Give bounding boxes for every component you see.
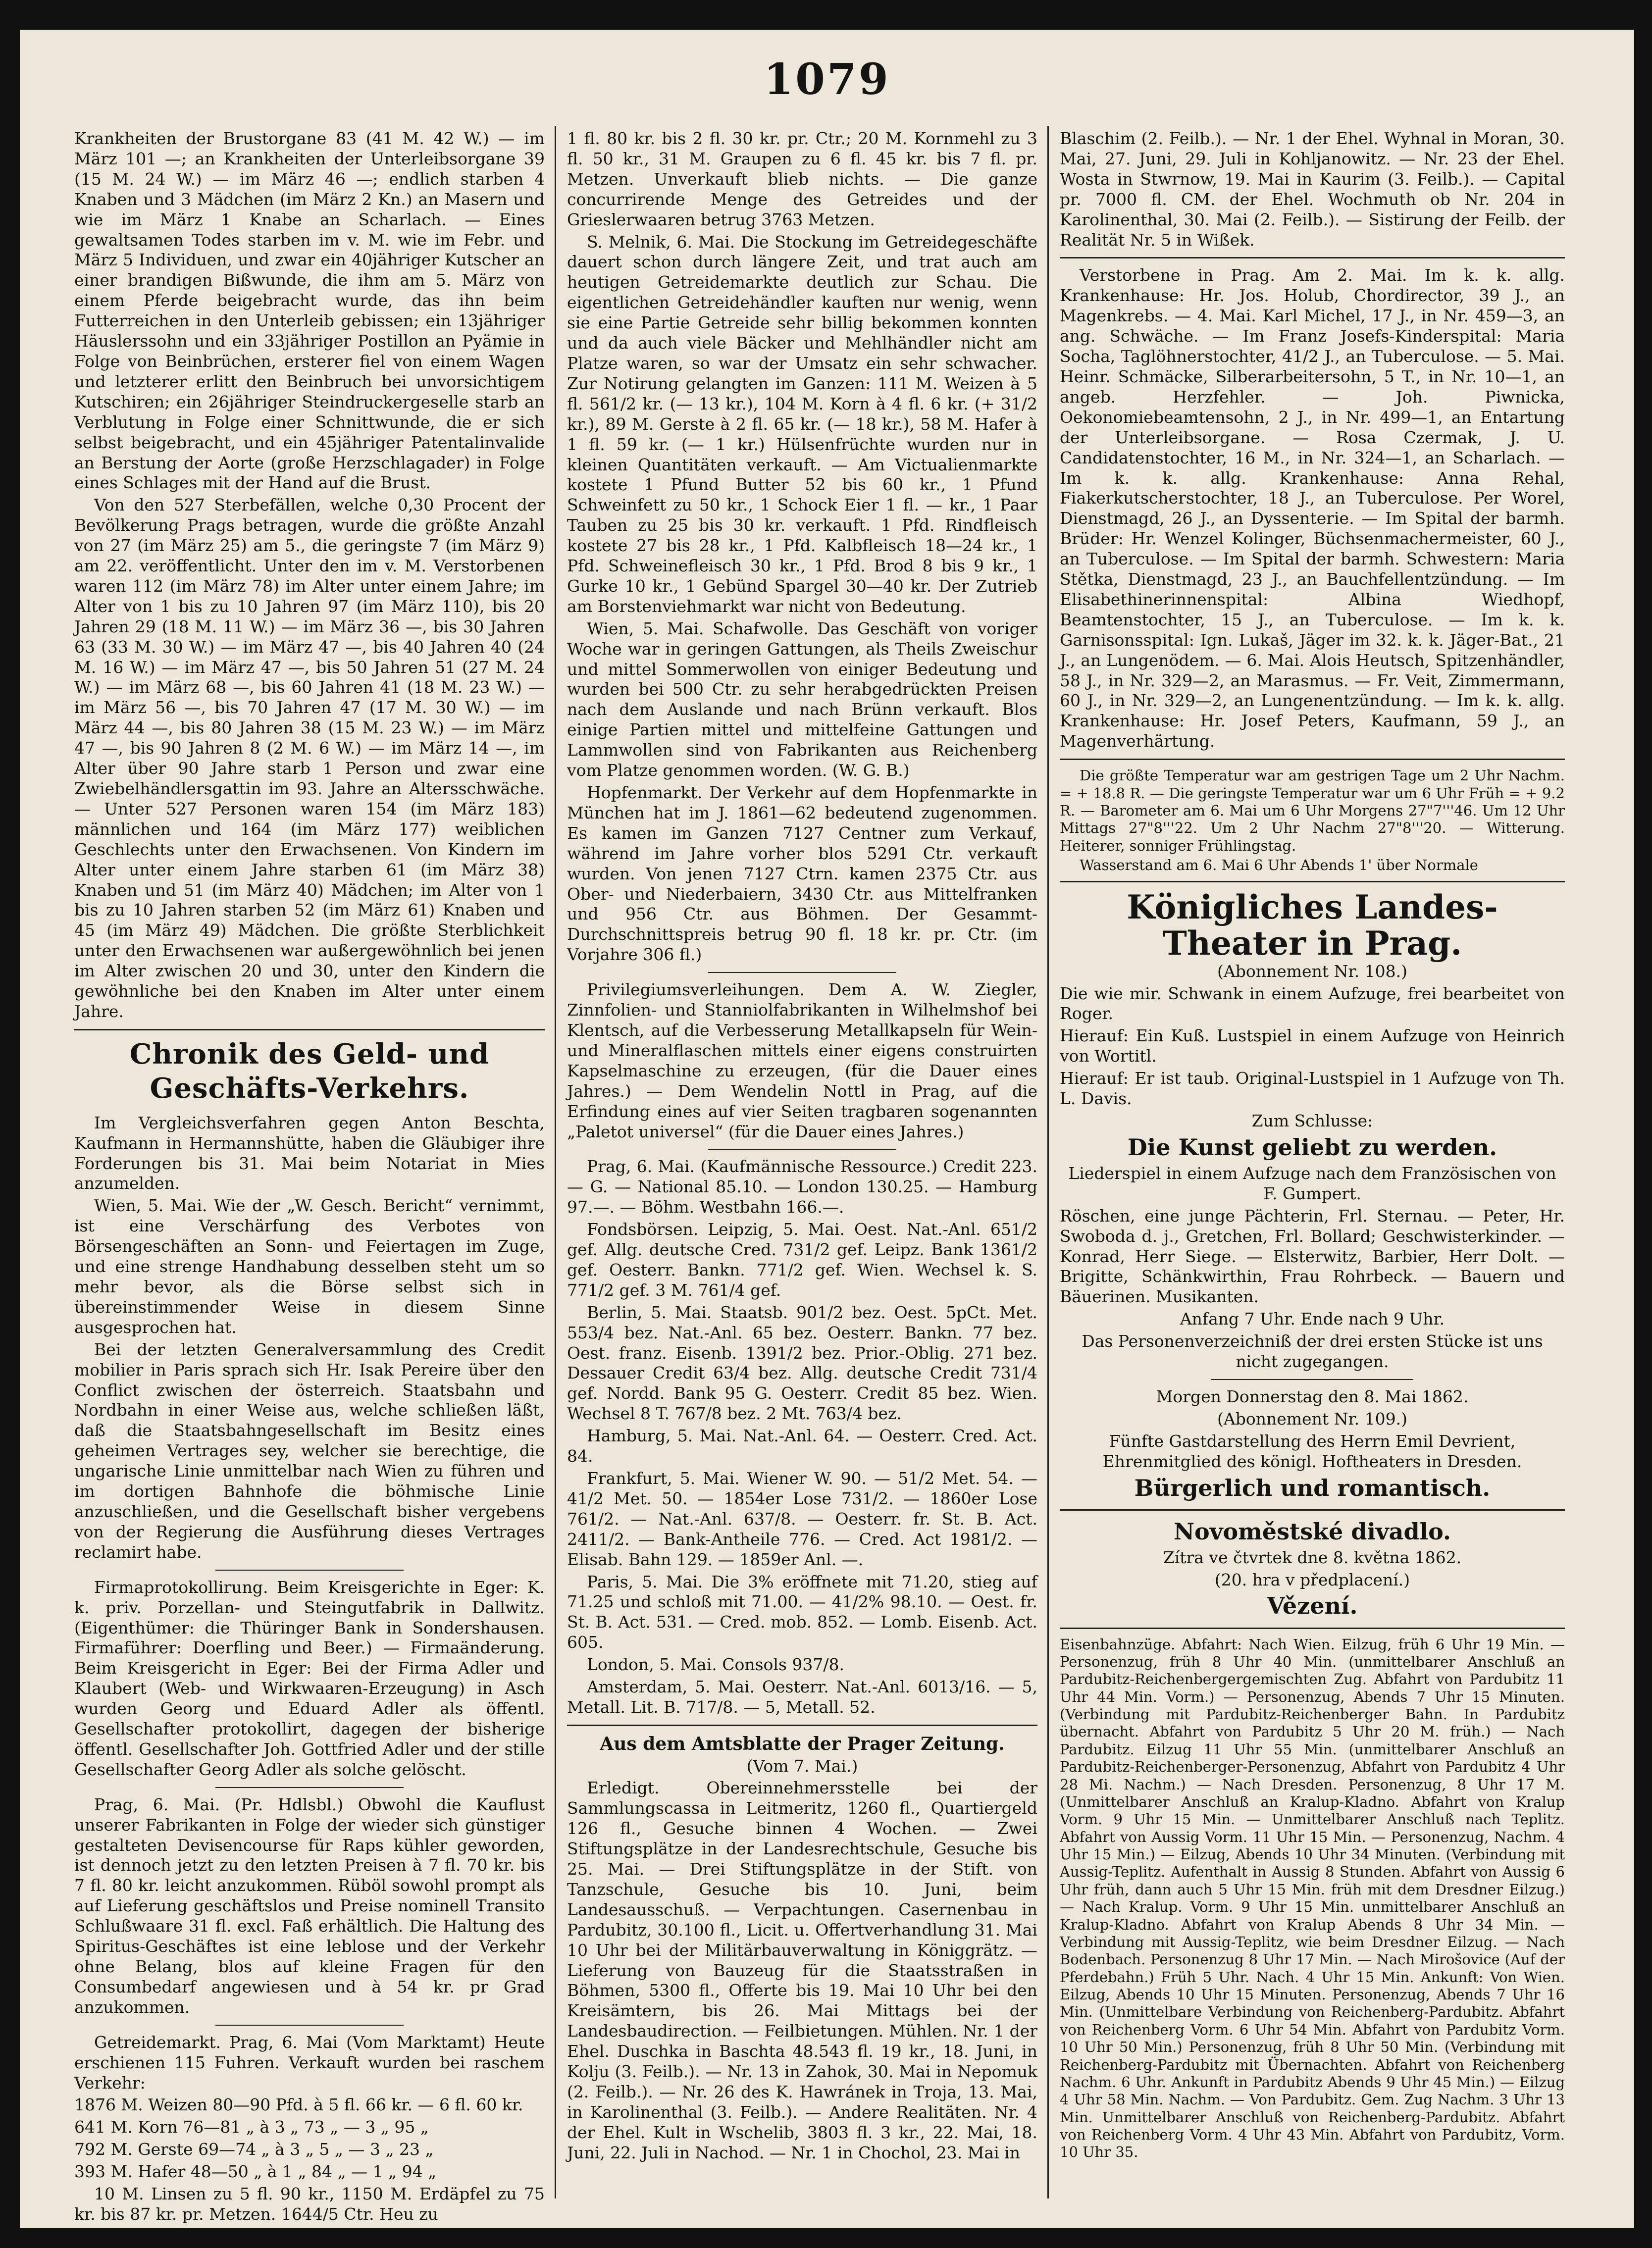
guest-performance: Fünfte Gastdarstellung des Herrn Emil Devrient, Ehrenmitglied des königl. Hoftheaters in Dresden. — [1102, 1431, 1522, 1471]
article-paragraph: Hopfenmarkt. Der Verkehr auf dem Hopfenmarkte in München hat im J. 1861—62 bedeutend zugenommen. Es kamen im Ganzen 7127 Centner zum Verkauf, während im Jahre vorher blos 5291 Ctr. verkauft wurden. Von jenen 7127 Ctrn. kamen 2375 Ctr. aus Ober- und Niederbaiern, 3430 Ctr. aus Mittelfranken und 956 Ctr. aus Böhmen. Der Gesammt-Durchschnittspreis betrug 90 fl. 18 kr. pr. Ctr. (im Vorjahre 306 fl.) — [567, 783, 1037, 965]
divider — [215, 2025, 404, 2026]
section-title-chronik: Chronik des Geld- und Geschäfts-Verkehrs. — [129, 1037, 490, 1105]
article-paragraph: Firmaprotokollirung. Beim Kreisgerichte in Eger: K. k. priv. Porzellan- und Steingutfabrik in Dallwitz. (Eigenthümer: die Thüringer Bank in Sondershausen. Firmaführer: Doerfling und Beer.) — Firmaänderung. Beim Kreisgericht in Eger: Bei der Firma Adler und Klaubert (Web- und Wirkwaaren-Erzeugung) in Asch wurden Georg und Eduard Adler als öffentl. Gesellschafter protokollirt, dagegen der bisherige öffentl. Gesellschafter Joh. Gottfried Adler und der stille Gesellschafter Georg Adler als solche gelöscht. — [74, 1577, 545, 1779]
divadlo-hra: (20. hra v předplacení.) — [1214, 1570, 1410, 1589]
divider — [708, 972, 896, 973]
divadlo-title: Novoměstské divadlo. — [1174, 1518, 1451, 1545]
article-paragraph: Fondsbörsen. Leipzig, 5. Mai. Oest. Nat.-Anl. 651/2 gef. Allg. deutsche Cred. 731/2 gef. Leipz. Bank 1361/2 gef. Oesterr. Bankn. 771/2 gef. Wien. Wechsel k. S. 771/2 gef. 3 M. 761/4 gef. — [567, 1220, 1037, 1300]
market-row: 393 M. Hafer 48—50 „ à 1 „ 84 „ — 1 „ 94 „ — [74, 2162, 437, 2182]
section-divider — [1060, 1509, 1565, 1511]
railway-timetable: Eisenbahnzüge. Abfahrt: Nach Wien. Eilzug, früh 6 Uhr 19 Min. — Personenzug, früh 8 Uhr 40 Min. (unmittelbarer Anschluß an Pardubitz-Reichenbergergemischten Zug. Abfahrt von Pardubitz 11 Uhr 44 Min. Vorm.) — Personenzug, Abends 7 Uhr 15 Minuten. (Verbindung mit Pardubitz-Reichenberger Bahn. In Pardubitz übernacht. Abfahrt von Pardubitz 5 Uhr 20 M. früh.) — Nach Pardubitz. Eilzug 11 Uhr 55 Min. (unmittelbarer Anschluß an Pardubitz-Reichenberger-Personenzug, Abfahrt von Pardubitz 4 Uhr 28 Mi. Nachm.) — Nach Dresden. Personenzug, 8 Uhr 17 M. (Unmittelbarer Anschluß an Kralup-Kladno. Abfahrt von Kralup Vorm. 9 Uhr 15 Min. — Unmittelbarer Anschluß nach Teplitz. Abfahrt von Aussig Vorm. 11 Uhr 15 Min. — Personenzug, Nachm. 4 Uhr 15 Min.) — Eilzug, Abends 10 Uhr 34 Minuten. (Verbindung mit Aussig-Teplitz. Aufenthalt in Aussig 8 Stunden. Abfahrt von Aussig 6 Uhr früh, dann auch 5 Uhr 15 Min. früh mit dem Dresdner Eilzug.) — Nach Kralup. Vorm. 9 Uhr 15 Min. unmittelbarer Anschluß an Kralup-Kladno. Abfahrt von Kralup Abends 8 Uhr 34 Min. — Verbindung mit Aussig-Teplitz, wie beim Dresdner Eilzug. — Nach Bodenbach. Personenzug 8 Uhr 17 Min. — Nach Mirošovice (Auf der Pferdebahn.) Früh 5 Uhr. Nach. 4 Uhr 15 Min. Ankunft: Von Wien. Eilzug, Abends 10 Uhr 15 Minuten. Personenzug, Abends 7 Uhr 16 Min. (Unmittelbare Verbindung von Reichenberg-Pardubitz. Abfahrt von Reichenberg Vorm. 6 Uhr 54 Min. Abfahrt von Pardubitz Vorm. 10 Uhr 50 Min.) Personenzug, früh 8 Uhr 50 Min. (Verbindung mit Reichenberg-Pardubitz mit Übernachten. Abfahrt von Reichenberg Nachm. 6 Uhr. Ankunft in Pardubitz Abends 9 Uhr 45 Min.) — Eilzug 4 Uhr 58 Min. Nachm. — Von Pardubitz. Gem. Zug Nachm. 3 Uhr 13 Min. Unmittelbarer Anschluß von Reichenberg-Pardubitz. Abfahrt von Reichenberg Vorm. 4 Uhr 43 Min. Abfahrt von Pardubitz, Vorm. 10 Uhr 35. — [1060, 1635, 1565, 2161]
article-paragraph: Bei der letzten Generalversammlung des Credit mobilier in Paris sprach sich Hr. Isak Pereire über den Conflict zwischen der österreich. Staatsbahn und Nordbahn in einer Weise aus, welche schließen läßt, daß die Staatsbahngesellschaft im Besitz eines geheimen Vertrages sey, welcher sie berechtige, die ungarische Linie unmittelbar nach Wien zu führen und im dortigen Bahnhofe die böhmische Linie anzuschließen, und die Gesellschaft bisher vergebens von der Regierung die Ausführung dieses Vertrages reclamirt habe. — [74, 1339, 545, 1562]
market-row: 1876 M. Weizen 80—90 Pfd. à 5 fl. 66 kr. — 6 fl. 60 kr. — [74, 2095, 523, 2115]
theater-note: Das Personenverzeichniß der drei ersten Stücke ist uns nicht zugegangen. — [1082, 1331, 1543, 1372]
start-time: Anfang 7 Uhr. Ende nach 9 Uhr. — [1180, 1309, 1445, 1329]
article-paragraph: Getreidemarkt. Prag, 6. Mai (Vom Marktamt) Heute erschienen 115 Fuhren. Verkauft wurden bei raschem Verkehr: — [74, 2032, 545, 2093]
deaths-notice: Verstorbene in Prag. Am 2. Mai. Im k. k. allg. Krankenhause: Hr. Jos. Holub, Chordirector, 39 J., an Magenkrebs. — 4. Mai. Karl Michel, 17 J., in Nr. 459—3, an ang. Schwäche. — Im Franz Josefs-Kinderspital: Maria Socha, Taglöhnerstochter, 41/2 J., an Tuberculose. — 5. Mai. Heinr. Schmäcke, Silberarbeitersohn, 5 T., in Nr. 10—1, an angeb. Herzfehler. — Joh. Piwnicka, Oekonomiebeamtensohn, 2 J., in Nr. 499—1, an Entartung der Unterleibsorgane. — Rosa Czermak, J. U. Candidatenstochter, 16 M., in Nr. 324—1, an Scharlach. — Im k. k. allg. Krankenhause: Anna Rehal, Fiakerkutscherstochter, 18 J., an Tuberculose. Per Worel, Dienstmagd, 26 J., an Dyssenterie. — Im Spital der barmh. Brüder: Hr. Wenzel Kolinger, Büchsenmachermeister, 60 J., an Tuberculose. — Im Spital der barmh. Schwestern: Maria Stětka, Dienstmagd, 23 J., an Bauchfellentzündung. — Im Elisabethinerinnenspital: Albina Wiedhopf, Beamtenstochter, 15 J., an Tuberculose. — Im k. k. Garnisonsspital: Ign. Lukaš, Jäger im 32. k. k. Jäger-Bat., 21 J., an Lungenödem. — 6. Mai. Alois Heutsch, Spitzenhändler, 58 J., in Nr. 329—2, an Marasmus. — Fr. Veit, Zimmermann, 60 J., in Nr. 329—2, an Lungenentzündung. — Im k. k. allg. Krankenhause: Hr. Josef Peters, Kaufmann, 59 J., an Magenverhärtung. — [1060, 265, 1565, 751]
article-paragraph: Wien, 5. Mai. Wie der „W. Gesch. Bericht“ vernimmt, ist eine Verschärfung des Verbotes von Börsengeschäften an Sonn- und Feiertagen im Zuge, und eine strenge Handhabung desselben steht um so mehr bevor, als die Börse selbst sich in übereinstimmender Weise in diesem Sinne ausgesprochen hat. — [74, 1196, 545, 1337]
article-paragraph: 1 fl. 80 kr. bis 2 fl. 30 kr. pr. Ctr.; 20 M. Kornmehl zu 3 fl. 50 kr., 31 M. Graupen zu 6 fl. 45 kr. bis 7 fl. pr. Metzen. Unverkauft blieb nichts. — Die ganze concurrirende Menge des Getreides und der Grieslerwaaren betrug 3763 Metzen. — [567, 129, 1037, 229]
article-paragraph: Prag, 6. Mai. (Pr. Hdlsbl.) Obwohl die Kauflust unserer Fabrikanten in Folge der wieder sich günstiger gestalteten Devisencourse für Raps kühler geworden, ist dennoch jetzt zu den letzten Preisen à 7 fl. 70 kr. bis 7 fl. 80 kr. leicht anzukommen. Rüböl sowohl prompt als auf Lieferung geschäftslos und Preise nominell Transito Schlußwaare 31 fl. excl. Faß erhältlich. Die Haltung des Spiritus-Geschäftes ist eine leblose und der Verkehr ohne Belang, blos auf kleine Fragen für den Consumbedarf angewiesen und à 54 kr. pr Grad anzukommen. — [74, 1794, 545, 2017]
column-rule — [555, 126, 556, 2198]
article-paragraph: London, 5. Mai. Consols 937/8. — [587, 1655, 844, 1675]
article-paragraph: Paris, 5. Mai. Die 3% eröffnete mit 71.20, stieg auf 71.25 und schloß mit 71.00. — 41/2% 98.10. — Oest. fr. St. B. Act. 531. — Cred. mob. 852. — Lomb. Eisenb. Act. 605. — [567, 1572, 1037, 1652]
play-listing: Hierauf: Ein Kuß. Lustspiel in einem Aufzuge von Heinrich von Wortitl. — [1060, 1026, 1565, 1066]
weather-report: Die größte Temperatur war am gestrigen Tage um 2 Uhr Nachm. = + 18.8 R. — Die geringste Temperatur war um 6 Uhr Früh = + 9.2 R. — Barometer am 6. Mai um 6 Uhr Morgens 27"7'''46. Um 12 Uhr Mittags 27"8'''22. Um 2 Uhr Nachm 27"8'''20. — Witterung. Heiterer, sonniger Frühlingstag. — [1060, 767, 1565, 854]
article-paragraph: Privilegiumsverleihungen. Dem A. W. Ziegler, Zinnfolien- und Stanniolfabrikanten in Wilhelmshof bei Klentsch, auf die Verbesserung Metallkapseln für Wein- und Mineralflaschen mittels einer eigens construirten Kapselmaschine zu erzeugen, (für die Dauer eines Jahres.) — Dem Wendelin Nottl in Prag, auf die Erfindung eines auf vier Seiten tragbaren sogenannten „Paletot universel“ (für die Dauer eines Jahres.) — [567, 980, 1037, 1141]
cast-list: Röschen, eine junge Pächterin, Frl. Sternau. — Peter, Hr. Swoboda d. j., Gretchen, Frl. Bollard; Geschwisterkinder. — Konrad, Herr Siege. — Elsterwitz, Barbier, Herr Dolt. — Brigitte, Schänkwirthin, Frau Rohrbeck. — Bauern und Bäuerinen. Musikanten. — [1060, 1206, 1565, 1307]
water-level: Wasserstand am 6. Mai 6 Uhr Abends 1' über Normale — [1080, 857, 1478, 874]
article-paragraph: Von den 527 Sterbefällen, welche 0,30 Procent der Bevölkerung Prags betragen, wurde die größte Anzahl von 27 (im März 25) am 5., die geringste 7 (im März 9) am 22. veröffentlicht. Unter den im v. M. Verstorbenen waren 112 (im März 78) im Alter unter einem Jahre; im Alter von 1 bis zu 10 Jahren 97 (im März 110), bis 20 Jahren 29 (18 M. 11 W.) — im März 36 —, bis 30 Jahren 63 (33 M. 30 W.) — im März 47 —, bis 40 Jahren 40 (24 M. 16 W.) — im März 47 —, bis 50 Jahren 51 (27 M. 24 W.) — im März 68 —, bis 60 Jahren 41 (18 M. 23 W.) — im März 56 —, bis 70 Jahren 47 (17 M. 30 W.) — im März 44 —, bis 80 Jahren 38 (15 M. 23 W.) — im März 47 —, bis 90 Jahren 8 (2 M. 6 W.) — im März 14 —, im Alter über 90 Jahre starb 1 Person und zwar eine Zwiebelhändlersgattin im 93. Jahre an Altersschwäche. — Unter 527 Personen waren 154 (im März 183) männlichen und 164 (im März 177) weiblichen Geschlechts unter den Erwachsenen. Von Kindern im Alter unter einem Jahre starben 61 (im März 38) Knaben und 51 (im März 40) Mädchen; im Alter von 1 bis zu 10 Jahren starben 52 (im März 61) Knaben und 45 (im März 49) Mädchen. Die größte Sterblichkeit unter den Erwachsenen war außergewöhnlich bei jenen im Alter zwischen 20 und 30, unter den Kindern die gewöhnliche bei den Knaben im Alter unter einem Jahre. — [74, 495, 545, 1021]
article-paragraph: Erledigt. Obereinnehmersstelle bei der Sammlungscassa in Leitmeritz, 1260 fl., Quartiergeld 126 fl., Gesuche binnen 4 Wochen. — Zwei Stiftungsplätze in der Landesrechtschule, Gesuche bis 25. Mai. — Drei Stiftungsplätze in der Stift. von Tanzschule, Gesuche bis 10. Juni, beim Landesausschuß. — Verpachtungen. Casernenbau in Pardubitz, 30.100 fl., Licit. u. Offertverhandlung 31. Mai 10 Uhr bei der Militärbauverwaltung in Königgrätz. — Lieferung von Bauzeug für die Staatsstraßen in Böhmen, 5300 fl., Offerte bis 19. Mai 10 Uhr bei den Kreisämtern, bis 26. Mai Mittags bei der Landesbaudirection. — Feilbietungen. Mühlen. Nr. 1 der Ehel. Duschka in Baschta 48.543 fl. 19 kr., 18. Juni, in Kolju (3. Feilb.). — Nr. 13 in Zahok, 30. Mai in Nepomuk (2. Feilb.). — Nr. 26 des K. Hawránek in Troja, 13. Mai, in Karolinenthal (3. Feilb.). — Andere Realitäten. Nr. 4 der Ehel. Kult in Wschelib, 3803 fl. 3 kr., 22. Mai, 18. Juni, 22. Juli in Nachod. — Nr. 1 in Chochol, 23. Mai in — [567, 1778, 1037, 2162]
divider — [1211, 1379, 1413, 1380]
play-description: Liederspiel in einem Aufzuge nach dem Französischen von F. Gumpert. — [1068, 1163, 1556, 1203]
divadlo-play: Vězení. — [1267, 1592, 1358, 1620]
divider — [215, 1787, 404, 1788]
next-date: Morgen Donnerstag den 8. Mai 1862. — [1156, 1386, 1469, 1406]
section-divider — [74, 1029, 545, 1030]
newspaper-page — [20, 30, 1634, 2228]
play-listing: Hierauf: Er ist taub. Original-Lustspiel in 1 Aufzuge von Th. L. Davis. — [1060, 1069, 1565, 1109]
section-divider — [1060, 881, 1565, 882]
column-1 — [74, 129, 545, 2224]
article-paragraph: Hamburg, 5. Mai. Nat.-Anl. 64. — Oesterr. Cred. Act. 84. — [567, 1426, 1037, 1466]
divider — [708, 1149, 896, 1150]
article-paragraph: Krankheiten der Brustorgane 83 (41 M. 42 W.) — im März 101 —; an Krankheiten der Unterleibsorgane 39 (15 M. 24 W.) — im März 46 —; endlich starben 4 Knaben und 3 Mädchen (im März 2 Kn.) an Masern und wie im März 1 Knabe an Scharlach. — Eines gewaltsamen Todes starben im v. M. wie im Febr. und März 5 Individuen, und zwar ein 40jähriger Kutscher an einer brandigen Bißwunde, die ihm am 5. März von einem Pferde beigebracht wurde, das ihn beim Futterreichen in den Unterleib gebissen; ein 13jähriger Häuslerssohn und ein 33jähriger Postillon an Pyämie in Folge von Beinbrüchen, ersterer fiel von einem Wagen und letzterer erlitt den Beinbruch bei unvorsichtigem Kutschiren; ein 26jähriger Steindruckergeselle starb an Verblutung in Folge einer Schnittwunde, die er sich selbst beigebracht, und ein 45jähriger Patentalinvalide an Berstung der Aorte (große Herzschlagader) in Folge eines Schlages mit der Hand auf die Brust. — [74, 129, 545, 493]
amtsblatt-title: Aus dem Amtsblatte der Prager Zeitung. — [600, 1733, 1005, 1754]
page-number: 1079 — [764, 54, 890, 104]
section-divider — [1060, 1628, 1565, 1629]
abonnement: (Abonnement Nr. 109.) — [1217, 1409, 1407, 1429]
play-title: Die Kunst geliebt zu werden. — [1127, 1133, 1497, 1161]
divider — [215, 1570, 404, 1571]
market-row: 792 M. Gerste 69—74 „ à 3 „ 5 „ — 3 „ 23 „ — [74, 2140, 434, 2159]
zum-schlusse: Zum Schlusse: — [1251, 1111, 1373, 1130]
article-paragraph: Amsterdam, 5. Mai. Oesterr. Nat.-Anl. 6013/16. — 5, Metall. Lit. B. 717/8. — 5, Metall. 52. — [567, 1677, 1037, 1717]
column-2 — [567, 129, 1037, 2198]
column-3 — [1060, 129, 1565, 2198]
amtsblatt-date: (Vom 7. Mai.) — [746, 1756, 858, 1776]
market-row: 10 M. Linsen zu 5 fl. 90 kr., 1150 M. Erdäpfel zu 75 kr. bis 87 kr. pr. Metzen. 1644/5 Ctr. Heu zu — [74, 2184, 545, 2224]
article-paragraph: Prag, 6. Mai. (Kaufmännische Ressource.) Credit 223.— G. — National 85.10. — London 130.25. — Hamburg 97.—. — Böhm. Westbahn 166.—. — [567, 1157, 1037, 1217]
next-play-title: Bürgerlich und romantisch. — [1134, 1474, 1491, 1501]
article-paragraph: S. Melnik, 6. Mai. Die Stockung im Getreidegeschäfte dauert schon durch längere Zeit, und trat auch am heutigen Getreidemarkte deutlich zur Schau. Die eigentlichen Getreidehändler kauften nur wenig, wenn sie eine Partie Getreide sehr billig bekommen konnten und da auch viele Bäcker und Mehlhändler nicht am Platze waren, so war der Umsatz ein sehr schwacher. Zur Notirung gelangten im Ganzen: 111 M. Weizen à 5 fl. 561/2 kr. (— 13 kr.), 104 M. Korn à 4 fl. 6 kr. (+ 31/2 kr.), 89 M. Gerste à 2 fl. 65 kr. (— 18 kr.), 58 M. Hafer à 1 fl. 59 kr. (— 1 kr.) Hülsenfrüchte wurden nur in kleinen Quantitäten verkauft. — Am Victualienmarkte kostete 1 Pfund Butter 52 bis 60 kr., 1 Pfund Schweinfett zu 50 kr., 1 Schock Eier 1 fl. — kr., 1 Paar Tauben zu 25 bis 30 kr. verkauft. 1 Pfd. Rindfleisch kostete 27 bis 28 kr., 1 Pfd. Kalbfleisch 18—24 kr., 1 Pfd. Schweinefleisch 30 kr., 1 Pfd. Brod 8 bis 9 kr., 1 Gurke 10 kr., 1 Gebünd Spargel 30—40 kr. Der Zutrieb am Borstenviehmarkt war nicht von Bedeutung. — [567, 232, 1037, 616]
theater-title: Königliches Landes-Theater in Prag. — [1127, 888, 1498, 963]
column-rule — [1047, 126, 1049, 2198]
abonnement: (Abonnement Nr. 108.) — [1217, 961, 1407, 981]
divadlo-date: Zítra ve čtvrtek dne 8. května 1862. — [1163, 1547, 1462, 1567]
section-divider — [1060, 257, 1565, 258]
play-listing: Die wie mir. Schwank in einem Aufzuge, frei bearbeitet von Roger. — [1060, 983, 1565, 1023]
article-paragraph: Wien, 5. Mai. Schafwolle. Das Geschäft von voriger Woche war in geringen Gattungen, als Theils Zweischur und mittel Sommerwollen von einiger Bedeutung und wurden bei 500 Ctr. zu sehr herabgedrückten Preisen nach dem Auslande und nach Brünn verkauft. Blos einige Partien mittel und mittelfeine Gattungen und Lammwollen sind von Fabrikanten aus Reichenberg vom Platze genommen worden. (W. G. B.) — [567, 618, 1037, 780]
market-row: 641 M. Korn 76—81 „ à 3 „ 73 „ — 3 „ 95 „ — [74, 2117, 429, 2137]
article-paragraph: Im Vergleichsverfahren gegen Anton Beschta, Kaufmann in Hermannshütte, haben die Gläubiger ihre Forderungen bis 31. Mai beim Notariat in Mies anzumelden. — [74, 1113, 545, 1193]
article-paragraph: Blaschim (2. Feilb.). — Nr. 1 der Ehel. Wyhnal in Moran, 30. Mai, 27. Juni, 29. Juli in Kohljanowitz. — Nr. 23 der Ehel. Wosta in Stwrnow, 19. Mai in Kaurim (3. Feilb.). — Capital pr. 7000 fl. CM. der Ehel. Wochmuth ob Nr. 204 in Karolinenthal, 30. Mai (2. Feilb.). — Sistirung der Feilb. der Realität Nr. 5 in Wißek. — [1060, 129, 1565, 250]
article-paragraph: Berlin, 5. Mai. Staatsb. 901/2 bez. Oest. 5pCt. Met. 553/4 bez. Nat.-Anl. 65 bez. Oesterr. Bankn. 77 bez. Oest. franz. Eisenb. 1391/2 bez. Prior.-Oblig. 271 bez. Dessauer Credit 63/4 bez. Allg. deutsche Credit 731/4 gef. Nordd. Bank 95 G. Oesterr. Credit 85 bez. Wien. Wechsel 8 T. 767/8 bez. 2 Mt. 763/4 bez. — [567, 1302, 1037, 1424]
section-divider — [567, 1725, 1037, 1726]
section-divider — [1060, 759, 1565, 760]
article-paragraph: Frankfurt, 5. Mai. Wiener W. 90. — 51/2 Met. 54. — 41/2 Met. 50. — 1854er Lose 731/2. — 1860er Lose 761/2. — Nat.-Anl. 637/8. — Oesterr. fr. St. B. Act. 2411/2. — Bank-Antheile 776. — Cred. Act 1981/2. — Elisab. Bahn 129. — 1859er Anl. —. — [567, 1469, 1037, 1569]
